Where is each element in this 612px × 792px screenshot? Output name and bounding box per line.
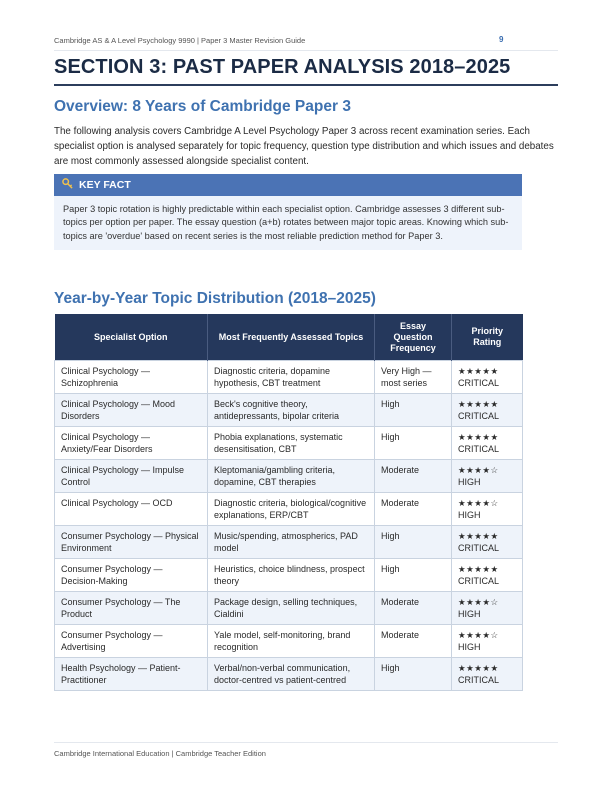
star-rating: ★★★★☆ (458, 630, 499, 640)
star-rating: ★★★★★ (458, 531, 499, 541)
star-rating: ★★★★☆ (458, 597, 499, 607)
star-rating: ★★★★★ (458, 564, 499, 574)
table-row (55, 559, 523, 592)
key-icon (62, 178, 73, 192)
key-fact-body: Paper 3 topic rotation is highly predictable within each specialist option. Cambridge assesses 3 different sub-topics per option per paper. The essay question (a+b) rotates between major topic areas. Knowing which sub-topics are 'overdue' based on recent series is the most reliable prediction method for Paper 3. (63, 204, 509, 241)
column-header: Most Frequently Assessed Topics (208, 314, 375, 361)
table-row (55, 427, 523, 460)
key-fact-box (54, 174, 522, 250)
key-fact-header (54, 174, 522, 196)
page-footer (54, 742, 558, 758)
frequency-cell: Moderate (375, 625, 452, 658)
topics-cell: Yale model, self-monitoring, brand recognition (208, 625, 375, 658)
topic-distribution-table (54, 314, 523, 691)
option-cell: Clinical Psychology — Impulse Control (55, 460, 208, 493)
table-row (55, 394, 523, 427)
table-row (55, 460, 523, 493)
option-cell: Clinical Psychology — Mood Disorders (55, 394, 208, 427)
priority-label: CRITICAL (458, 410, 500, 421)
priority-label: HIGH (458, 608, 481, 619)
priority-cell (452, 394, 523, 427)
table-header-row (55, 314, 523, 361)
priority-label: HIGH (458, 641, 481, 652)
star-rating: ★★★★☆ (458, 465, 499, 475)
table-row (55, 361, 523, 394)
footer-text: Cambridge International Education | Cambridge Teacher Edition (54, 749, 266, 758)
option-cell: Clinical Psychology — OCD (55, 493, 208, 526)
column-header: Specialist Option (55, 314, 208, 361)
overview-intro: The following analysis covers Cambridge A Level Psychology Paper 3 across recent examination series. Each specialist option is analysed separately for topic frequency, question type distribution and which issues and debates are most commonly assessed alongside specialist content. (54, 126, 554, 167)
option-cell: Clinical Psychology — Anxiety/Fear Disorders (55, 427, 208, 460)
topics-cell: Package design, selling techniques, Cialdini (208, 592, 375, 625)
priority-label: HIGH (458, 509, 481, 520)
table-row (55, 592, 523, 625)
table-row (55, 658, 523, 691)
frequency-cell: Moderate (375, 592, 452, 625)
frequency-cell: High (375, 559, 452, 592)
distribution-heading: Year-by-Year Topic Distribution (2018–2025) (54, 290, 376, 307)
option-cell: Consumer Psychology — Decision-Making (55, 559, 208, 592)
priority-label: CRITICAL (458, 674, 500, 685)
star-rating: ★★★★★ (458, 366, 499, 376)
column-header: Priority Rating (452, 314, 523, 361)
column-header: Essay Question Frequency (375, 314, 452, 361)
topics-cell: Diagnostic criteria, biological/cognitive explanations, ERP/CBT (208, 493, 375, 526)
option-cell: Consumer Psychology — Advertising (55, 625, 208, 658)
option-cell: Health Psychology — Patient-Practitioner (55, 658, 208, 691)
priority-label: CRITICAL (458, 575, 500, 586)
priority-label: CRITICAL (458, 542, 500, 553)
frequency-cell: High (375, 658, 452, 691)
topics-cell: Beck's cognitive theory, antidepressants, bipolar criteria (208, 394, 375, 427)
header-title: Cambridge AS & A Level Psychology 9990 | Paper 3 Master Revision Guide (54, 36, 306, 45)
priority-cell (452, 460, 523, 493)
key-fact-title: KEY FACT (79, 179, 131, 191)
priority-label: CRITICAL (458, 443, 500, 454)
frequency-cell: High (375, 526, 452, 559)
priority-cell (452, 526, 523, 559)
table-row (55, 493, 523, 526)
star-rating: ★★★★★ (458, 663, 499, 673)
priority-cell (452, 493, 523, 526)
priority-cell (452, 361, 523, 394)
topics-cell: Music/spending, atmospherics, PAD model (208, 526, 375, 559)
topics-cell: Diagnostic criteria, dopamine hypothesis, CBT treatment (208, 361, 375, 394)
star-rating: ★★★★★ (458, 399, 499, 409)
overview-heading: Overview: 8 Years of Cambridge Paper 3 (54, 98, 351, 115)
topics-cell: Kleptomania/gambling criteria, dopamine, CBT therapies (208, 460, 375, 493)
star-rating: ★★★★★ (458, 432, 499, 442)
page-number: 9 (499, 35, 504, 44)
topics-cell: Verbal/non-verbal communication, doctor-centred vs patient-centred (208, 658, 375, 691)
frequency-cell: High (375, 394, 452, 427)
option-cell: Consumer Psychology — Physical Environment (55, 526, 208, 559)
frequency-cell: High (375, 427, 452, 460)
priority-label: HIGH (458, 476, 481, 487)
section-title: SECTION 3: PAST PAPER ANALYSIS 2018–2025 (54, 56, 558, 86)
option-cell: Consumer Psychology — The Product (55, 592, 208, 625)
frequency-cell: Moderate (375, 493, 452, 526)
priority-cell (452, 625, 523, 658)
priority-label: CRITICAL (458, 377, 500, 388)
star-rating: ★★★★☆ (458, 498, 499, 508)
frequency-cell: Very High — most series (375, 361, 452, 394)
topics-cell: Heuristics, choice blindness, prospect theory (208, 559, 375, 592)
frequency-cell: Moderate (375, 460, 452, 493)
option-cell: Clinical Psychology — Schizophrenia (55, 361, 208, 394)
page-header (54, 34, 558, 51)
table-row (55, 526, 523, 559)
priority-cell (452, 559, 523, 592)
priority-cell (452, 658, 523, 691)
priority-cell (452, 592, 523, 625)
table-row (55, 625, 523, 658)
topics-cell: Phobia explanations, systematic desensitisation, CBT (208, 427, 375, 460)
priority-cell (452, 427, 523, 460)
